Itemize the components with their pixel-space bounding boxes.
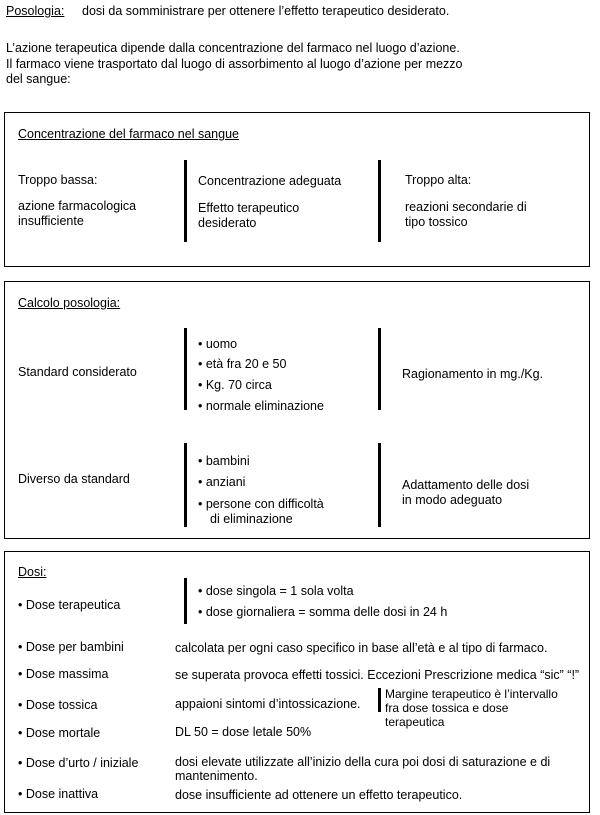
calc-nonstandard-item: • bambini xyxy=(198,454,250,468)
dose-children-label: • Dose per bambini xyxy=(18,640,124,654)
therapeutic-margin-line-2: fra dose tossica e dose xyxy=(385,701,509,715)
concentration-adequate-line-2: desiderato xyxy=(198,216,257,230)
divider-bar xyxy=(184,328,187,410)
concentration-adequate-line-1: Effetto terapeutico xyxy=(198,201,300,215)
dose-max-desc: se superata provoca effetti tossici. Eccezioni Prescrizione medica “sic” “!” xyxy=(175,668,580,682)
calc-nonstandard-label: Diverso da standard xyxy=(18,472,130,486)
dose-max-label: • Dose massima xyxy=(18,667,109,681)
posologia-definition: dosi da somministrare per ottenere l’effetto terapeutico desiderato. xyxy=(82,4,450,18)
doses-title: Dosi: xyxy=(18,565,47,579)
concentration-high-heading: Troppo alta: xyxy=(405,173,472,187)
intro-line-3: del sangue: xyxy=(6,72,71,86)
divider-bar xyxy=(184,578,187,624)
calc-nonstandard-result-line-1: Adattamento delle dosi xyxy=(402,478,530,492)
calc-title: Calcolo posologia: xyxy=(18,296,121,310)
calc-nonstandard-item-continued: di eliminazione xyxy=(210,512,293,526)
divider-bar xyxy=(184,443,187,527)
divider-bar xyxy=(378,443,381,527)
dose-inactive-label: • Dose inattiva xyxy=(18,787,99,801)
calc-standard-item: • Kg. 70 circa xyxy=(198,378,272,392)
dose-therapeutic-daily: • dose giornaliera = somma delle dosi in 24 h xyxy=(198,605,448,619)
concentration-high-line-1: reazioni secondarie di xyxy=(405,200,527,214)
concentration-title: Concentrazione del farmaco nel sangue xyxy=(18,127,239,141)
calc-standard-label: Standard considerato xyxy=(18,365,137,379)
dose-shock-desc-line-2: mantenimento. xyxy=(175,769,258,783)
divider-bar xyxy=(378,328,381,410)
dose-children-desc: calcolata per ogni caso specifico in base all’età e al tipo di farmaco. xyxy=(175,641,548,655)
calc-nonstandard-item: • anziani xyxy=(198,475,246,489)
concentration-adequate-heading: Concentrazione adeguata xyxy=(198,174,342,188)
calc-standard-item: • normale eliminazione xyxy=(198,399,324,413)
concentration-low-line-1: azione farmacologica xyxy=(18,199,137,213)
therapeutic-margin-line-1: Margine terapeutico è l’intervallo xyxy=(385,687,558,701)
calc-standard-item: • età fra 20 e 50 xyxy=(198,357,287,371)
concentration-low-heading: Troppo bassa: xyxy=(18,173,98,187)
divider-bar xyxy=(184,160,187,242)
dose-lethal-desc: DL 50 = dose letale 50% xyxy=(175,725,312,739)
dose-lethal-label: • Dose mortale xyxy=(18,726,101,740)
intro-line-1: L’azione terapeutica dipende dalla concentrazione del farmaco nel luogo d’azione. xyxy=(6,41,460,55)
dose-shock-desc-line-1: dosi elevate utilizzate all’inizio della cura poi dosi di saturazione e di xyxy=(175,755,551,769)
concentration-high-line-2: tipo tossico xyxy=(405,215,468,229)
divider-bar xyxy=(378,160,381,242)
dose-toxic-label: • Dose tossica xyxy=(18,698,98,712)
calc-nonstandard-item: • persone con difficoltà xyxy=(198,497,324,511)
dose-toxic-desc: appaioni sintomi d’intossicazione. xyxy=(175,697,361,711)
divider-bar xyxy=(378,688,381,712)
calc-nonstandard-result-line-2: in modo adeguato xyxy=(402,493,503,507)
dose-therapeutic-label: • Dose terapeutica xyxy=(18,598,121,612)
calc-standard-item: • uomo xyxy=(198,337,238,351)
posologia-label: Posologia: xyxy=(6,4,65,18)
intro-line-2: Il farmaco viene trasportato dal luogo di assorbimento al luogo d’azione per mezzo xyxy=(6,57,463,71)
calc-standard-result: Ragionamento in mg./Kg. xyxy=(402,367,544,381)
dose-therapeutic-single: • dose singola = 1 sola volta xyxy=(198,584,354,598)
concentration-low-line-2: insufficiente xyxy=(18,214,84,228)
dose-inactive-desc: dose insufficiente ad ottenere un effetto terapeutico. xyxy=(175,788,463,802)
dose-shock-label: • Dose d’urto / iniziale xyxy=(18,756,139,770)
therapeutic-margin-line-3: terapeutica xyxy=(385,715,445,729)
